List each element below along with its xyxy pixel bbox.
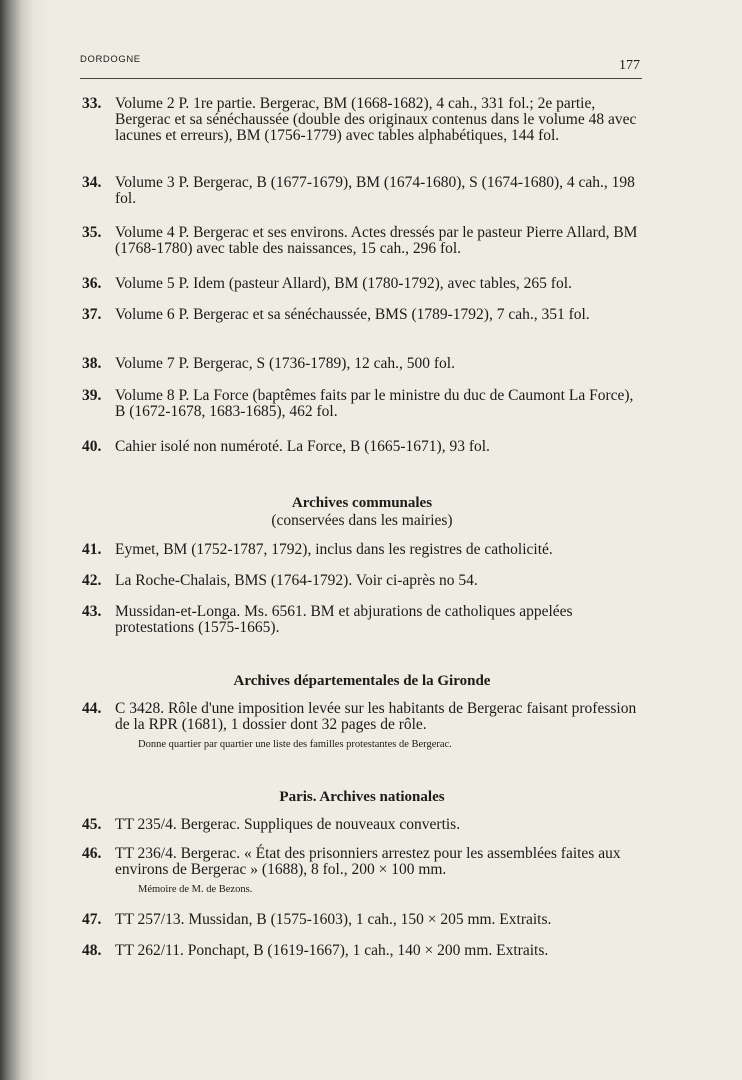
entry-43	[82, 604, 642, 636]
entry-text: Volume 2 P. 1re partie. Bergerac, BM (1668-1682), 4 cah., 331 fol.; 2e partie, Bergerac et sa sénéchaussée (double des originaux contenus dans le volume 48 avec lacunes et erreurs), BM (1756-1779) avec tables alphabétiques, 144 fol.	[115, 95, 637, 144]
entry-number: 39.	[82, 387, 102, 404]
entry-note: Donne quartier par quartier une liste des familles protestantes de Bergerac.	[138, 739, 452, 750]
entry-text: TT 257/13. Mussidan, B (1575-1603), 1 cah., 150 × 205 mm. Extraits.	[115, 911, 552, 928]
entry-33	[82, 96, 642, 144]
section-title-gironde: Archives départementales de la Gironde	[233, 673, 491, 689]
running-title: DORDOGNE	[80, 54, 141, 65]
entry-47	[82, 912, 642, 928]
entry-number: 44.	[82, 700, 102, 717]
entry-note: Mémoire de M. de Bezons.	[138, 884, 253, 895]
entry-48	[82, 943, 642, 959]
entry-36	[82, 276, 642, 292]
entry-35	[82, 225, 642, 257]
entry-number: 38.	[82, 355, 102, 372]
entry-number: 43.	[82, 603, 102, 620]
entry-text: Volume 8 P. La Force (baptêmes faits par le ministre du duc de Caumont La Force), B (1672-1678, 1683-1685), 462 fol.	[115, 387, 634, 420]
entry-text: Volume 4 P. Bergerac et ses environs. Actes dressés par le pasteur Pierre Allard, BM (1768-1780) avec table des naissances, 15 cah., 296 fol.	[115, 224, 638, 257]
section-title-communales: Archives communales	[291, 495, 433, 511]
entry-39	[82, 388, 642, 420]
entry-number: 48.	[82, 942, 102, 959]
entry-37	[82, 307, 642, 323]
entry-text: TT 262/11. Ponchapt, B (1619-1667), 1 cah., 140 × 200 mm. Extraits.	[115, 942, 549, 959]
entry-number: 35.	[82, 224, 102, 241]
entry-46	[82, 846, 642, 896]
entry-text: TT 235/4. Bergerac. Suppliques de nouveaux convertis.	[115, 816, 461, 833]
entry-40	[82, 439, 642, 455]
entry-38	[82, 356, 642, 372]
entry-number: 45.	[82, 816, 102, 833]
entry-text: Volume 6 P. Bergerac et sa sénéchaussée, BMS (1789-1792), 7 cah., 351 fol.	[115, 306, 590, 323]
entry-text: C 3428. Rôle d'une imposition levée sur les habitants de Bergerac faisant profession de la RPR (1681), 1 dossier dont 32 pages de rôle.	[115, 700, 637, 733]
entry-text: La Roche-Chalais, BMS (1764-1792). Voir ci-après no 54.	[115, 572, 478, 589]
entry-text: Volume 7 P. Bergerac, S (1736-1789), 12 cah., 500 fol.	[115, 355, 455, 372]
section-title-paris: Paris. Archives nationales	[279, 789, 445, 805]
entry-text: Volume 5 P. Idem (pasteur Allard), BM (1780-1792), avec tables, 265 fol.	[115, 275, 572, 292]
entry-text: Mussidan-et-Longa. Ms. 6561. BM et abjurations de catholiques appelées protestations (1575-1665).	[115, 603, 573, 636]
entry-41	[82, 542, 642, 558]
running-header	[80, 50, 642, 79]
entry-number: 46.	[82, 845, 102, 862]
entry-number: 34.	[82, 174, 102, 191]
entry-44	[82, 701, 642, 751]
entry-number: 36.	[82, 275, 102, 292]
entry-number: 42.	[82, 572, 102, 589]
entry-text: Volume 3 P. Bergerac, B (1677-1679), BM (1674-1680), S (1674-1680), 4 cah., 198 fol.	[115, 174, 635, 207]
entry-number: 41.	[82, 541, 102, 558]
entry-34	[82, 175, 642, 207]
entry-number: 47.	[82, 911, 102, 928]
section-subtitle-communales: (conservées dans les mairies)	[271, 512, 453, 529]
entry-text: TT 236/4. Bergerac. « État des prisonniers arrestez pour les assemblées faites aux environs de Bergerac » (1688), 8 fol., 200 × 100 mm.	[115, 845, 621, 878]
entry-number: 40.	[82, 438, 102, 455]
entry-text: Eymet, BM (1752-1787, 1792), inclus dans les registres de catholicité.	[115, 541, 553, 558]
page-number: 177	[619, 58, 640, 73]
entry-number: 37.	[82, 306, 102, 323]
entry-42	[82, 573, 642, 589]
entry-number: 33.	[82, 95, 102, 112]
entry-45	[82, 817, 642, 833]
entry-text: Cahier isolé non numéroté. La Force, B (1665-1671), 93 fol.	[115, 438, 490, 455]
